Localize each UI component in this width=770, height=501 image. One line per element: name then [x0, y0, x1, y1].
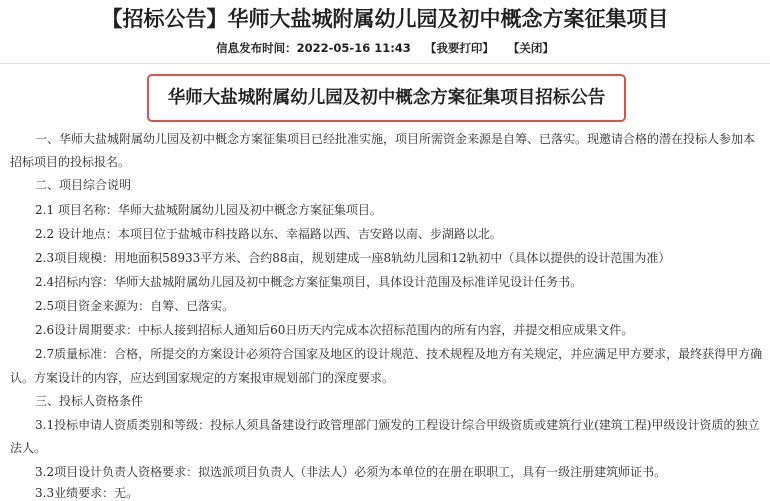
section-2-heading: 二、项目综合说明 [35, 178, 132, 192]
header-divider [0, 63, 770, 64]
item-2-7-line-2: 认。方案设计的内容，应达到国家规定的方案报审规划部门的深度要求。 [10, 371, 395, 385]
page-title: 【招标公告】华师大盐城附属幼儿园及初中概念方案征集项目 [101, 7, 669, 31]
published-time: 2022-05-16 11:43 [296, 41, 411, 55]
item-2-1: 2.1 项目名称：华师大盐城附属幼儿园及初中概念方案征集项目。 [35, 203, 382, 217]
item-2-7-line-1: 2.7质量标准：合格，所提交的方案设计必须符合国家及地区的设计规范、技术规程及地方有关规定，并应满足甲方要求，最终获得甲方确 [35, 347, 762, 361]
publish-info-bar [0, 41, 770, 55]
item-3-2: 3.2项目设计负责人资格要求：拟选派项目负责人（非法人）必须为本单位的在册在职职工，具有一级注册建筑师证书。 [35, 465, 667, 479]
item-2-6: 2.6设计周期要求：中标人接到招标人通知后60日历天内完成本次招标范围内的所有内容，并提交相应成果文件。 [35, 323, 634, 337]
item-3-3: 3.3业绩要求：无。 [35, 486, 139, 500]
intro-line-1: 一、华师大盐城附属幼儿园及初中概念方案征集项目已经批准实施，项目所需资金来源是自筹、已落实。现邀请合格的潜在投标人参加本 [35, 132, 756, 146]
section-3-heading: 三、投标人资格条件 [35, 394, 144, 408]
notice-title: 华师大盐城附属幼儿园及初中概念方案征集项目招标公告 [147, 74, 626, 122]
item-3-1-line-2: 法人。 [10, 441, 47, 455]
item-2-2: 2.2 设计地点：本项目位于盐城市科技路以东、幸福路以西、吉安路以南、步湖路以北。 [35, 227, 502, 241]
intro-line-2: 招标项目的投标报名。 [10, 155, 131, 169]
item-3-1-line-1: 3.1投标申请人资质类别和等级：投标人须具备建设行政管理部门颁发的工程设计综合甲级资质或建筑行业(建筑工程)甲级设计资质的独立 [35, 418, 760, 432]
item-2-5: 2.5项目资金来源为：自筹、已落实。 [35, 299, 235, 313]
close-link[interactable]: 【关闭】 [507, 41, 554, 55]
item-2-4: 2.4招标内容：华师大盐城附属幼儿园及初中概念方案征集项目，具体设计范围及标准详见设计任务书。 [35, 275, 583, 289]
published-label: 信息发布时间： [216, 41, 297, 55]
print-link[interactable]: 【我要打印】 [424, 41, 494, 55]
item-2-3: 2.3项目规模：用地面积58933平方米、合约88亩，规划建成一座8轨幼儿园和12轨初中（具体以提供的设计范围为准） [35, 251, 671, 265]
